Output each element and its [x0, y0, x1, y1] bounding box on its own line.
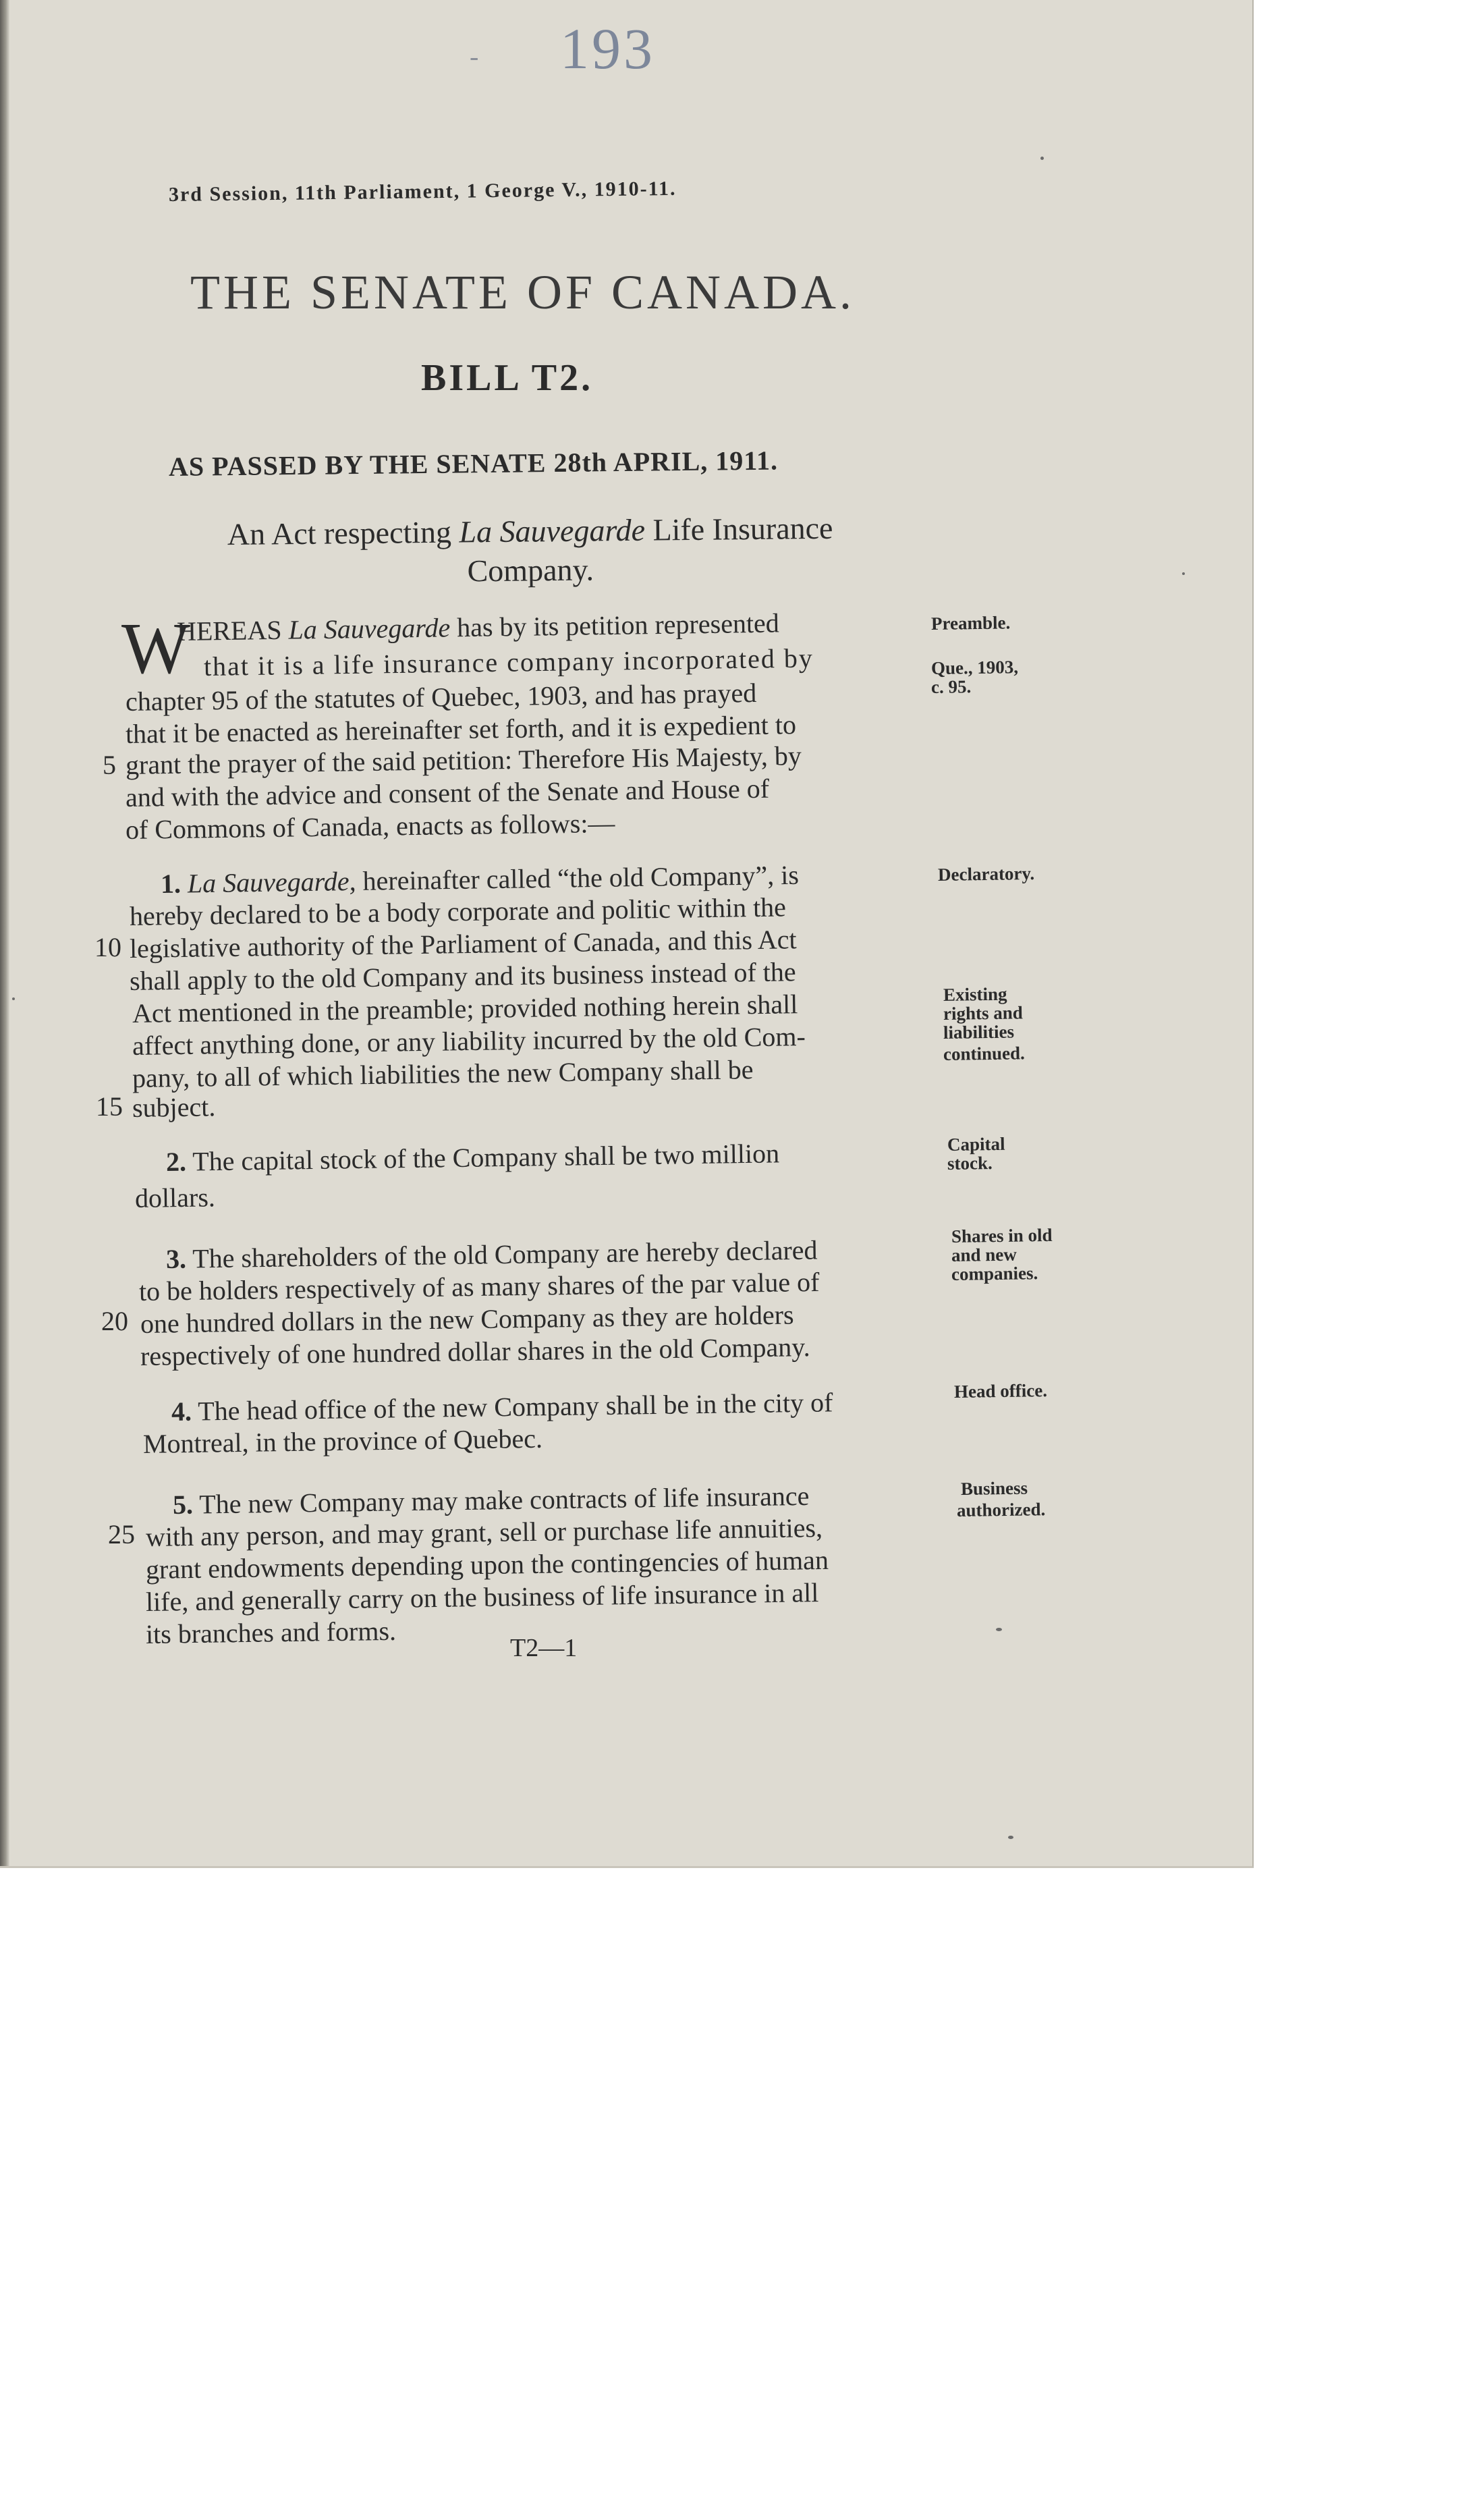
- line-number-10: 10: [94, 932, 121, 962]
- margin-note-business-1: Business: [960, 1477, 1028, 1499]
- margin-note-declaratory: Declaratory.: [937, 863, 1035, 885]
- preamble-line-1-b: has by its petition represented: [449, 607, 780, 643]
- scan-speck: [1040, 157, 1044, 160]
- section-1-line-1-text: hereinafter called “the old Company”, is: [356, 859, 800, 896]
- section-1-line-5: Act mentioned in the preamble; provided nothing herein shall: [132, 989, 798, 1029]
- section-5-number: 5.: [172, 1489, 194, 1520]
- section-3-line-1-text: The shareholders of the old Company are hereby declared: [186, 1234, 818, 1274]
- margin-note-existing-2: rights and: [943, 1002, 1023, 1024]
- section-4-number: 4.: [171, 1396, 192, 1427]
- act-title-suffix: Life Insurance: [644, 510, 833, 547]
- preamble-line-6: and with the advice and consent of the Senate and House of: [125, 773, 770, 813]
- passed-line: AS PASSED BY THE SENATE 28th APRIL, 1911.: [168, 445, 779, 482]
- section-5-line-1-text: The new Company may make contracts of life insurance: [192, 1480, 810, 1520]
- preamble-line-3: chapter 95 of the statutes of Quebec, 1903, and has prayed: [125, 677, 757, 717]
- scan-speck: [996, 1628, 1002, 1631]
- section-2-line-1-text: The capital stock of the Company shall be two million: [186, 1138, 780, 1177]
- preamble-line-1-name: La Sauvegarde: [288, 612, 451, 645]
- margin-note-capital-2: stock.: [947, 1153, 993, 1174]
- margin-note-shares-2: and new: [951, 1244, 1017, 1265]
- section-5-line-5: its branches and forms.: [145, 1615, 397, 1649]
- act-title-line-2: Company.: [467, 552, 594, 588]
- section-4-line-1: [171, 1386, 833, 1427]
- preamble-line-1: [177, 607, 779, 647]
- section-3-line-3: one hundred dollars in the new Company as they are holders: [140, 1299, 794, 1339]
- margin-note-shares-3: companies.: [951, 1263, 1038, 1284]
- line-number-20: 20: [101, 1306, 128, 1336]
- section-5-line-3: grant endowments depending upon the contingencies of human: [145, 1544, 829, 1585]
- margin-note-business-2: authorized.: [956, 1499, 1046, 1521]
- preamble-dropcap: W: [121, 609, 190, 689]
- margin-note-shares-1: Shares in old: [951, 1224, 1053, 1247]
- preamble-line-7: of Commons of Canada, enacts as follows:—: [125, 807, 615, 845]
- margin-note-que-1: Que., 1903,: [930, 657, 1019, 678]
- section-5-line-2: with any person, and may grant, sell or purchase life annuities,: [145, 1512, 823, 1552]
- section-3-number: 3.: [165, 1243, 187, 1274]
- preamble-line-2: that it is a life insurance company incorporated by: [203, 642, 814, 682]
- scan-speck: [1182, 572, 1185, 575]
- margin-note-head-office: Head office.: [953, 1380, 1048, 1402]
- margin-note-existing-3: liabilities: [943, 1021, 1015, 1043]
- act-title-prefix: An Act respecting: [227, 514, 459, 552]
- section-1-line-6: affect anything done, or any liability incurred by the old Com-: [132, 1021, 806, 1061]
- act-title-line-1: [172, 508, 888, 555]
- section-3-line-2: to be holders respectively of as many shares of the par value of: [138, 1266, 820, 1307]
- preamble-line-5: grant the prayer of the said petition: Therefore His Majesty, by: [125, 740, 802, 780]
- section-1-number: 1.: [160, 868, 182, 899]
- margin-note-preamble: Preamble.: [930, 612, 1011, 634]
- section-2-line-1: [166, 1137, 780, 1178]
- act-title-name: La Sauvegarde: [459, 512, 646, 549]
- scan-speck: [12, 997, 15, 1000]
- page-binding-edge: [0, 0, 9, 1866]
- section-2-number: 2.: [165, 1146, 187, 1177]
- act-title: [172, 508, 888, 594]
- line-number-25: 25: [108, 1519, 135, 1550]
- section-1-line-3: legislative authority of the Parliament of Canada, and this Act: [129, 924, 797, 964]
- section-1-line-4: shall apply to the old Company and its business instead of the: [129, 956, 796, 996]
- bill-title: BILL T2.: [421, 357, 594, 399]
- line-number-5: 5: [103, 750, 116, 780]
- margin-note-existing-4: continued.: [943, 1043, 1025, 1064]
- page-number: 193: [560, 16, 655, 81]
- margin-note-capital-1: Capital: [947, 1133, 1005, 1155]
- section-1-name: La Sauvegarde,: [187, 865, 356, 899]
- preamble-line-1-a: HEREAS: [176, 614, 289, 647]
- section-4-line-1-text: The head office of the new Company shall be in the city of: [191, 1387, 833, 1427]
- page-dash: -: [470, 41, 479, 72]
- senate-heading: THE SENATE OF CANADA.: [190, 265, 855, 319]
- section-3-line-4: respectively of one hundred dollar shares in the old Company.: [140, 1332, 810, 1371]
- line-number-15: 15: [96, 1091, 123, 1122]
- margin-note-existing-1: Existing: [943, 983, 1007, 1005]
- section-2-line-2: dollars.: [134, 1182, 216, 1213]
- preamble-line-4: that it be enacted as hereinafter set forth, and it is expedient to: [125, 709, 797, 749]
- margin-note-que-2: c. 95.: [930, 676, 972, 697]
- session-line: 3rd Session, 11th Parliament, 1 George V., 1910-11.: [168, 177, 677, 206]
- section-1-line-8: subject.: [132, 1091, 216, 1123]
- scan-speck: [1008, 1836, 1013, 1839]
- section-1-line-2: hereby declared to be a body corporate and politic within the: [129, 892, 787, 931]
- section-5-line-4: life, and generally carry on the business of life insurance in all: [145, 1577, 819, 1617]
- section-1-line-7: pany, to all of which liabilities the new Company shall be: [132, 1054, 754, 1093]
- footer-mark: T2—1: [510, 1634, 578, 1662]
- section-4-line-2: Montreal, in the province of Quebec.: [142, 1423, 543, 1459]
